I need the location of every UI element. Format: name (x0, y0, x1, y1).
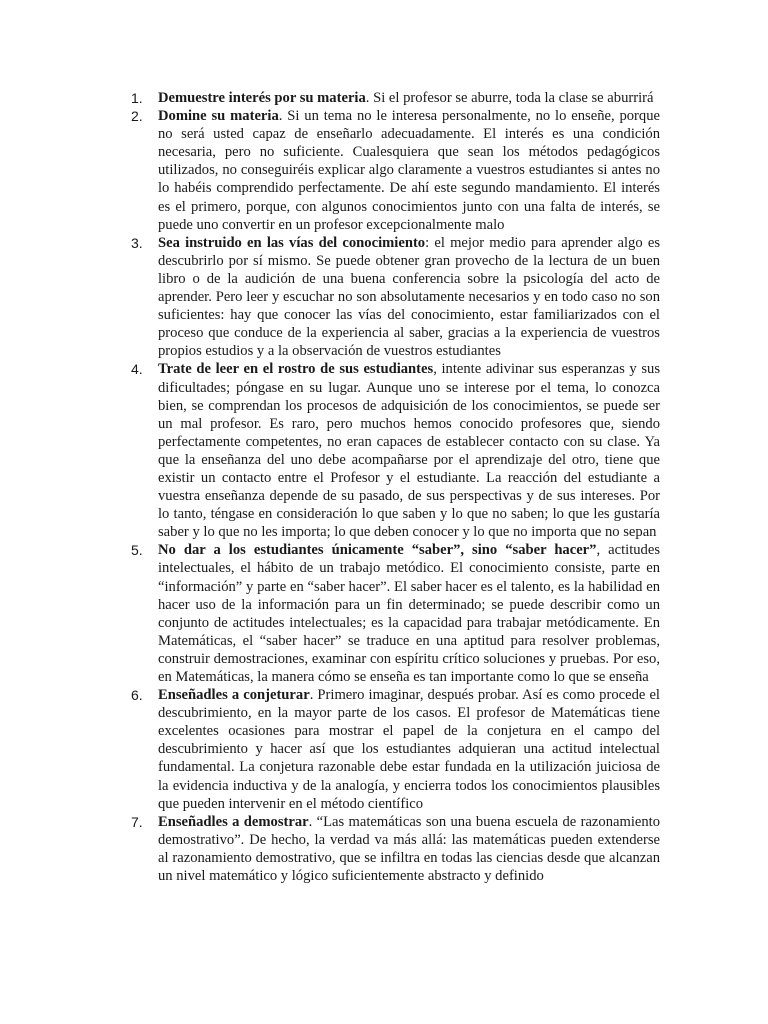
item-number: 7. (131, 813, 143, 830)
item-number: 2. (131, 108, 143, 125)
item-title: No dar a los estudiantes únicamente “saber”, sino “saber hacer” (158, 542, 597, 559)
item-number: 4. (131, 361, 143, 378)
list-item (120, 89, 660, 107)
item-body: , actitudes intelectuales, el hábito de un trabajo metódico. El conocimiento consiste, parte en “información” y parte en “saber hacer”. El saber hacer es el talento, es la habilidad en hacer uso de la información para un fin determinado; se puede describir como un conjunto de actitudes intelectuales; es la capacidad para trabajar metódicamente. En Matemáticas, el “saber hacer” se traduce en una aptitud para resolver problemas, construir demostraciones, examinar con espíritu crítico soluciones y pruebas. Por eso, en Matemáticas, la manera cómo se enseña es tan importante como lo que se enseña (158, 542, 661, 685)
item-body: : el mejor medio para aprender algo es descubrirlo por sí mismo. Se puede obtener gran provecho de la lectura de un buen libro o de la audición de una buena conferencia sobre la psicología del acto de aprender. Pero leer y escuchar no son absolutamente necesarios y en todo caso no son suficientes: hay que conocer las vías del conocimiento, estar familiarizados con el proceso que conduce de la experiencia al saber, gracias a la experiencia de vuestros propios estudios y a la observación de vuestros estudiantes (158, 234, 660, 360)
item-body: . “Las matemáticas son una buena escuela de razonamiento demostrativo”. De hecho, la verdad va más allá: las matemáticas pueden extenderse al razonamiento demostrativo, que se infiltra en todas las ciencias desde que alcanzan un nivel matemático y lógico suficientemente abstracto y definido (158, 813, 661, 885)
list-item (120, 234, 660, 361)
item-title: Sea instruido en las vías del conocimiento (158, 234, 426, 251)
list-item (120, 686, 660, 813)
list-item (120, 107, 660, 234)
item-title: Demuestre interés por su materia (158, 90, 366, 106)
item-number: 5. (131, 542, 143, 559)
item-title: Trate de leer en el rostro de sus estudiantes (158, 361, 434, 378)
commandments-list (120, 89, 660, 885)
item-body: . Si un tema no le interesa personalmente, no lo enseñe, porque no será usted capaz de enseñarlo adecuadamente. El interés es una condición necesaria, pero no suficiente. Cualesquiera que sean los métodos pedagógicos utilizados, no conseguiréis explicar algo claramente a vuestros estudiantes si antes no lo habéis comprendido perfectamente. De ahí este segundo mandamiento. El interés es el primero, porque, con algunos conocimientos junto con una falta de interés, se puede uno convertir en un profesor excepcionalmente malo (158, 108, 660, 233)
item-title: Enseñadles a conjeturar (158, 687, 310, 704)
item-number: 1. (131, 90, 143, 106)
item-title: Domine su materia (158, 108, 279, 125)
item-body: . Primero imaginar, después probar. Así es como procede el descubrimiento, en la mayor parte de los casos. El profesor de Matemáticas tiene excelentes ocasiones para mostrar el papel de la conjetura en el campo del descubrimiento y hacer así que los estudiantes adquieran una actitud intelectual fundamental. La conjetura razonable debe estar fundada en la utilización juiciosa de la evidencia inductiva y de la analogía, y encierra todos los conocimientos plausibles que pueden intervenir en el método científico (158, 687, 660, 812)
item-body: . Si el profesor se aburre, toda la clase se aburrirá (365, 90, 654, 106)
list-item (120, 360, 660, 541)
list-item (120, 541, 660, 686)
item-number: 3. (131, 234, 143, 251)
item-body: , intente adivinar sus esperanzas y sus dificultades; póngase en su lugar. Aunque uno se interese por el tema, lo conozca bien, se comprendan los procesos de adquisición de los conocimientos, se puede ser un mal profesor. Es raro, pero muchos hemos conocido profesores que, siendo perfectamente competentes, no eran capaces de establecer contacto con su clase. Ya que la enseñanza del uno debe acompañarse por el aprendizaje del otro, tiene que existir un contacto entre el Profesor y el estudiante. La reacción del estudiante a vuestra enseñanza depende de su pasado, de sus perspectivas y de sus intereses. Por lo tanto, téngase en consideración lo que saben y lo que no saben; lo que les gustaría saber y lo que no les importa; lo que deben conocer y lo que no importa que no sepan (158, 361, 661, 541)
list-item (120, 813, 660, 885)
item-number: 6. (131, 687, 143, 704)
item-title: Enseñadles a demostrar (158, 813, 309, 830)
